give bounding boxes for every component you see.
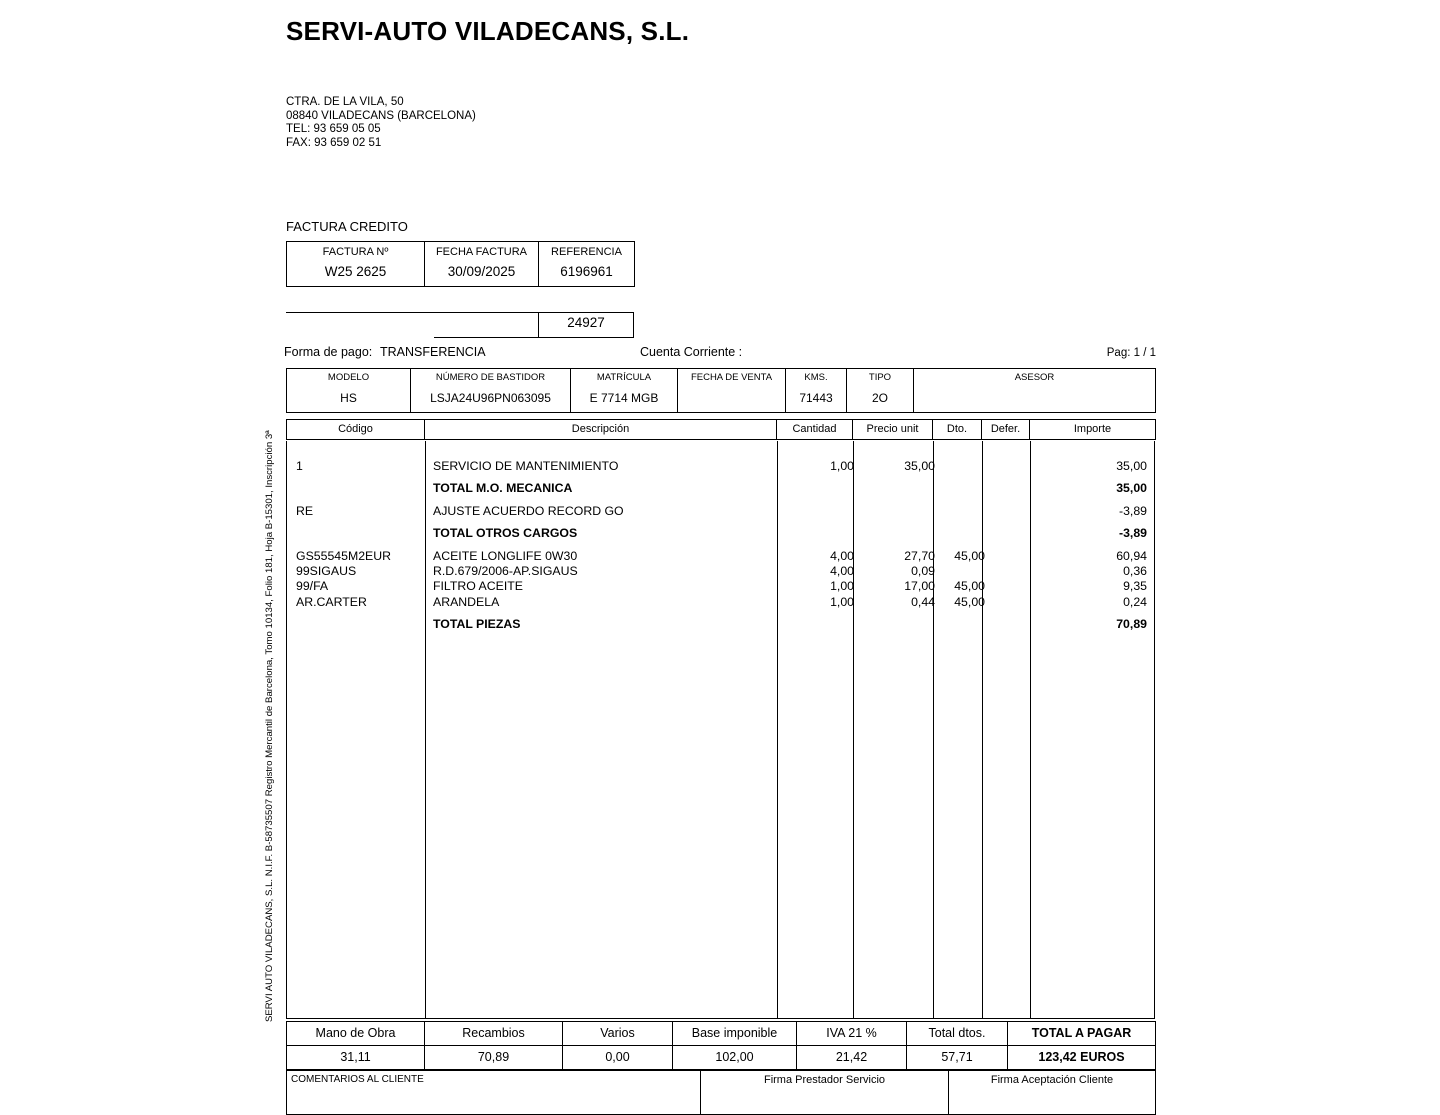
company-street: CTRA. DE LA VILA, 50 [286,96,404,108]
invoice-reference-header: REFERENCIA [539,242,635,262]
line-item-row [287,564,1154,579]
customer-comments-label: COMENTARIOS AL CLIENTE [287,1071,701,1115]
bank-account-label: Cuenta Corriente : [640,345,743,359]
line-item-amount: 60,94 [1116,548,1147,563]
line-item-code: 99SIGAUS [296,563,357,578]
totals-mano-obra-value: 31,11 [287,1046,425,1070]
line-item-amount: 9,35 [1123,579,1147,594]
line-item-description: ACEITE LONGLIFE 0W30 [433,548,578,563]
vehicle-value-row [287,386,1156,413]
line-item-code: RE [296,503,314,518]
line-item-description: SERVICIO DE MANTENIMIENTO [433,459,619,473]
vehicle-modelo-value: HS [287,386,411,413]
legal-sidebar [0,0,275,1080]
items-header-defer: Defer. [982,420,1030,440]
vehicle-header-fecha-venta: FECHA DE VENTA [678,369,786,387]
totals-header-base-imponible: Base imponible [673,1022,797,1046]
line-item-amount: 35,00 [1116,481,1147,496]
line-item-amount: -3,89 [1118,503,1147,518]
line-item-discount: 45,00 [954,579,985,594]
line-item-row [287,595,1154,610]
signature-row [287,1071,1156,1115]
totals-varios-value: 0,00 [563,1046,673,1070]
line-item-unit-price: 17,00 [904,579,935,594]
vehicle-bastidor-value: LSJA24U96PN063095 [411,386,571,413]
totals-header-total-dtos: Total dtos. [907,1022,1008,1046]
vehicle-header-tipo: TIPO [847,369,914,387]
line-item-quantity: 1,00 [830,594,854,609]
payment-method-value: TRANSFERENCIA [380,345,486,359]
company-tel: TEL: 93 659 05 05 [286,123,381,136]
items-header-codigo: Código [287,420,425,440]
line-item-unit-price: 0,09 [911,563,935,578]
totals-table [286,1021,1156,1070]
totals-dtos-value: 57,71 [907,1046,1008,1070]
line-item-code: 99/FA [296,579,329,594]
client-signature-label: Firma Aceptación Cliente [949,1071,1156,1115]
totals-base-imponible-value: 102,00 [673,1046,797,1070]
line-item-description: TOTAL OTROS CARGOS [433,526,578,541]
line-item-quantity: 4,00 [830,548,854,563]
line-item-amount: 0,24 [1123,594,1147,609]
company-city: 08840 VILADECANS (BARCELONA) [286,109,476,122]
invoice-type-label: FACTURA CREDITO [286,219,408,234]
totals-header-mano-obra: Mano de Obra [287,1022,425,1046]
invoice-number-header: FACTURA Nº [287,242,425,262]
line-item-amount: 70,89 [1116,617,1147,632]
vehicle-matricula-value: E 7714 MGB [571,386,678,413]
line-item-row [287,549,1154,564]
invoice-reference-value: 6196961 [539,261,635,287]
invoice-date-header: FECHA FACTURA [425,242,539,262]
company-address [286,96,476,150]
vehicle-info-table [286,368,1156,413]
client-box-top-rule [286,312,634,313]
vehicle-kms-value: 71443 [786,386,847,413]
line-item-code: 1 [296,459,303,473]
legal-registry-text: SERVI AUTO VILADECANS, S.L. N.I.F. B-58735507 Registro Mercantil de Barcelona, Tomo 10134, Folio 181, Hoja B-15301, Inscripción 3ª [264,430,275,1022]
page-indicator: Pag: 1 / 1 [1106,347,1156,359]
vehicle-tipo-value: 2O [847,386,914,413]
totals-header-iva: IVA 21 % [797,1022,907,1046]
vehicle-header-row [287,369,1156,387]
invoice-meta-table [286,241,635,287]
line-item-row [287,579,1154,594]
totals-header-recambios: Recambios [425,1022,563,1046]
line-item-row [287,459,1154,474]
client-code-value: 24927 [567,315,605,330]
line-item-code: GS55545M2EUR [296,548,392,563]
line-item-code: AR.CARTER [296,594,367,609]
line-item-row [287,504,1154,519]
line-item-unit-price: 35,00 [904,459,935,473]
totals-header-row [287,1022,1156,1046]
vehicle-header-asesor: ASESOR [914,369,1156,387]
line-item-total-row [287,617,1154,632]
line-item-description: AJUSTE ACUERDO RECORD GO [433,503,624,518]
provider-signature-label: Firma Prestador Servicio [701,1071,949,1115]
line-item-description: ARANDELA [433,594,500,609]
invoice-date-value: 30/09/2025 [425,261,539,287]
line-item-amount: 0,36 [1123,563,1147,578]
vehicle-header-matricula: MATRÍCULA [571,369,678,387]
line-item-description: R.D.679/2006-AP.SIGAUS [433,563,578,578]
company-title: SERVI-AUTO VILADECANS, S.L. [286,16,690,46]
totals-value-row [287,1046,1156,1070]
company-fax: FAX: 93 659 02 51 [286,136,382,149]
line-item-discount: 45,00 [954,548,985,563]
items-header-cantidad: Cantidad [777,420,853,440]
line-items-rows [287,441,1154,633]
totals-header-total-pagar: TOTAL A PAGAR [1008,1022,1156,1046]
line-item-quantity: 1,00 [830,459,854,473]
invoice-number-value: W25 2625 [287,261,425,287]
line-item-description: TOTAL M.O. MECANICA [433,481,573,496]
line-item-amount: -3,89 [1118,526,1147,541]
line-item-discount: 45,00 [954,594,985,609]
vehicle-header-bastidor: NÚMERO DE BASTIDOR [411,369,571,387]
line-items-header-table [286,419,1156,440]
line-item-total-row [287,526,1154,541]
line-item-amount: 35,00 [1116,459,1147,473]
client-code-box [286,312,634,337]
items-header-row [287,420,1156,440]
client-box-bottom-rule [434,337,634,338]
items-header-dto: Dto. [933,420,982,440]
line-item-description: TOTAL PIEZAS [433,617,521,632]
line-item-quantity: 4,00 [830,563,854,578]
line-item-total-row [287,481,1154,496]
vehicle-asesor-value [914,386,1156,413]
vehicle-header-modelo: MODELO [287,369,411,387]
totals-header-varios: Varios [563,1022,673,1046]
totals-total-pagar-value: 123,42 EUROS [1008,1046,1156,1070]
invoice-meta-header-row [287,242,635,262]
vehicle-fecha-venta-value [678,386,786,413]
line-item-quantity: 1,00 [830,579,854,594]
line-item-unit-price: 0,44 [911,594,935,609]
line-item-description: FILTRO ACEITE [433,579,523,594]
items-header-precio-unit: Precio unit [853,420,933,440]
items-header-descripcion: Descripción [425,420,777,440]
totals-iva-value: 21,42 [797,1046,907,1070]
items-header-importe: Importe [1030,420,1156,440]
signature-table [286,1070,1156,1115]
vehicle-header-kms: KMS. [786,369,847,387]
payment-info-row [284,345,1156,361]
invoice-meta-value-row [287,261,635,287]
line-item-unit-price: 27,70 [904,548,935,563]
payment-method-label: Forma de pago: [284,345,373,359]
line-items-body [286,441,1155,1019]
totals-recambios-value: 70,89 [425,1046,563,1070]
